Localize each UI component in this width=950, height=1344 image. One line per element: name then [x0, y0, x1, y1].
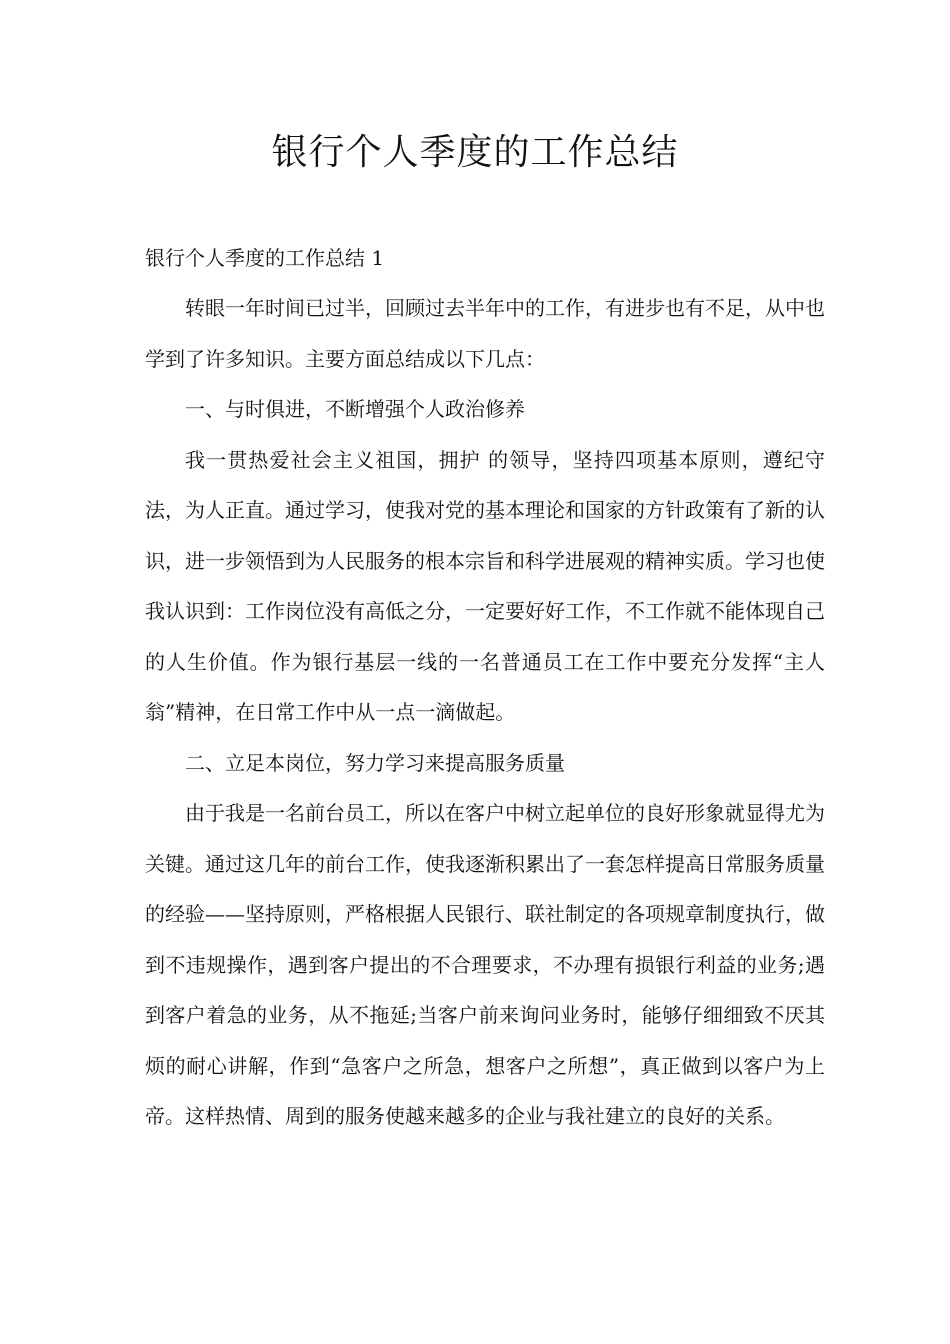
document-title: 银行个人季度的工作总结 — [271, 132, 679, 173]
section-1-paragraph: 我一贯热爱社会主义祖国，拥护 的领导，坚持四项基本原则，遵纪守法，为人正直。通过学习，使我对党的基本理论和国家的方针政策有了新的认识，进一步领悟到为人民服务的根本宗旨和科学进展观的精神实质。学习也使我认识到：工作岗位没有高低之分，一定要好好工作，不工作就不能体现自己的人生价值。作为银行基层一线的一名普通员工在工作中要充分发挥“主人翁”精神，在日常工作中从一点一滴做起。 — [145, 447, 825, 724]
section-1-heading: 一、与时俱进，不断增强个人政治修养 — [185, 397, 525, 421]
section-2-paragraph: 由于我是一名前台员工，所以在客户中树立起单位的良好形象就显得尤为关键。通过这几年的前台工作，使我逐渐积累出了一套怎样提高日常服务质量的经验——坚持原则，严格根据人民银行、联社制定的各项规章制度执行，做到不违规操作，遇到客户提出的不合理要求，不办理有损银行利益的业务;遇到客户着急的业务，从不拖延;当客户前来询问业务时，能够仔细细致不厌其烦的耐心讲解，作到“急客户之所急，想客户之所想”，真正做到以客户为上帝。这样热情、周到的服务使越来越多的企业与我社建立的良好的关系。 — [145, 801, 825, 1128]
document-body — [145, 233, 825, 1142]
section-2-heading: 二、立足本岗位，努力学习来提高服务质量 — [185, 750, 565, 775]
intro-paragraph: 转眼一年时间已过半，回顾过去半年中的工作，有进步也有不足，从中也学到了许多知识。主要方面总结成以下几点： — [145, 296, 825, 371]
document-subtitle: 银行个人季度的工作总结 1 — [145, 246, 385, 270]
